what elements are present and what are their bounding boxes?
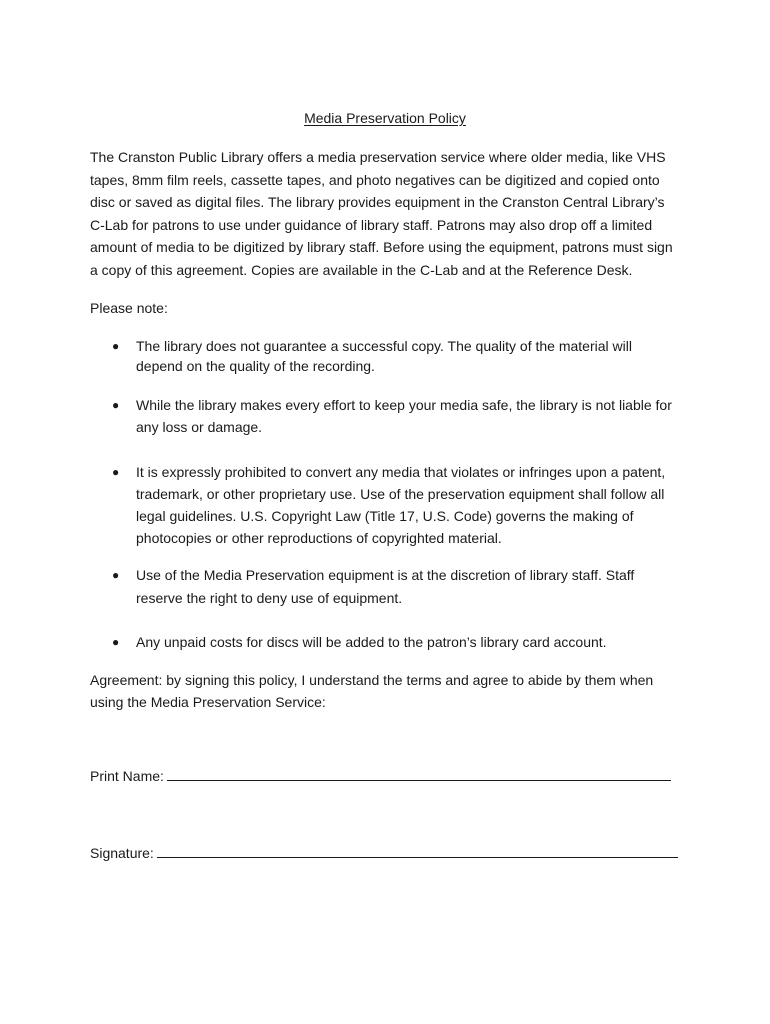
list-item bbox=[112, 336, 682, 376]
bullet-icon: ● bbox=[112, 465, 120, 479]
list-item bbox=[112, 394, 682, 438]
list-item bbox=[112, 631, 682, 653]
print-name-field[interactable] bbox=[90, 768, 671, 784]
list-item-text: Any unpaid costs for discs will be added to the patron’s library card account. bbox=[136, 634, 607, 650]
list-item bbox=[112, 461, 682, 549]
signature-line[interactable] bbox=[157, 845, 678, 858]
bullet-icon: ● bbox=[112, 398, 120, 412]
page-title: Media Preservation Policy bbox=[304, 110, 466, 126]
signature-field[interactable] bbox=[90, 845, 678, 861]
bullet-icon: ● bbox=[112, 339, 120, 353]
list-item-text: It is expressly prohibited to convert any media that violates or infringes upon a patent, trademark, or other proprietary use. Use of the preservation equipment shall follow all legal guidelines. U.S. Copyright Law (Title 17, U.S. Code) governs the making of photocopies or other reproductions of copyrighted material. bbox=[136, 464, 666, 546]
list-item-text: Use of the Media Preservation equipment is at the discretion of library staff. Staff reserve the right to deny use of equipment. bbox=[136, 567, 635, 606]
print-name-line[interactable] bbox=[167, 768, 671, 781]
print-name-label: Print Name: bbox=[90, 768, 164, 784]
bullet-icon: ● bbox=[112, 635, 120, 649]
list-item-text: While the library makes every effort to keep your media safe, the library is not liable for any loss or damage. bbox=[136, 397, 672, 435]
list-item bbox=[112, 564, 682, 610]
list-item-text: The library does not guarantee a successful copy. The quality of the material will depend on the quality of the recording. bbox=[136, 338, 632, 374]
signature-label: Signature: bbox=[90, 845, 154, 861]
note-label: Please note: bbox=[90, 300, 168, 316]
agreement-paragraph: Agreement: by signing this policy, I understand the terms and agree to abide by them when using the Media Preservation Service: bbox=[90, 672, 654, 710]
intro-paragraph: The Cranston Public Library offers a media preservation service where older media, like VHS tapes, 8mm film reels, cassette tapes, and photo negatives can be digitized and copied onto disc or saved as digital files. The library provides equipment in the Cranston Central Library’s C-Lab for patrons to use under guidance of library staff. Patrons may also drop off a limited amount of media to be digitized by library staff. Before using the equipment, patrons must sign a copy of this agreement. Copies are available in the C-Lab and at the Reference Desk. bbox=[90, 149, 673, 278]
bullet-icon: ● bbox=[112, 568, 120, 582]
